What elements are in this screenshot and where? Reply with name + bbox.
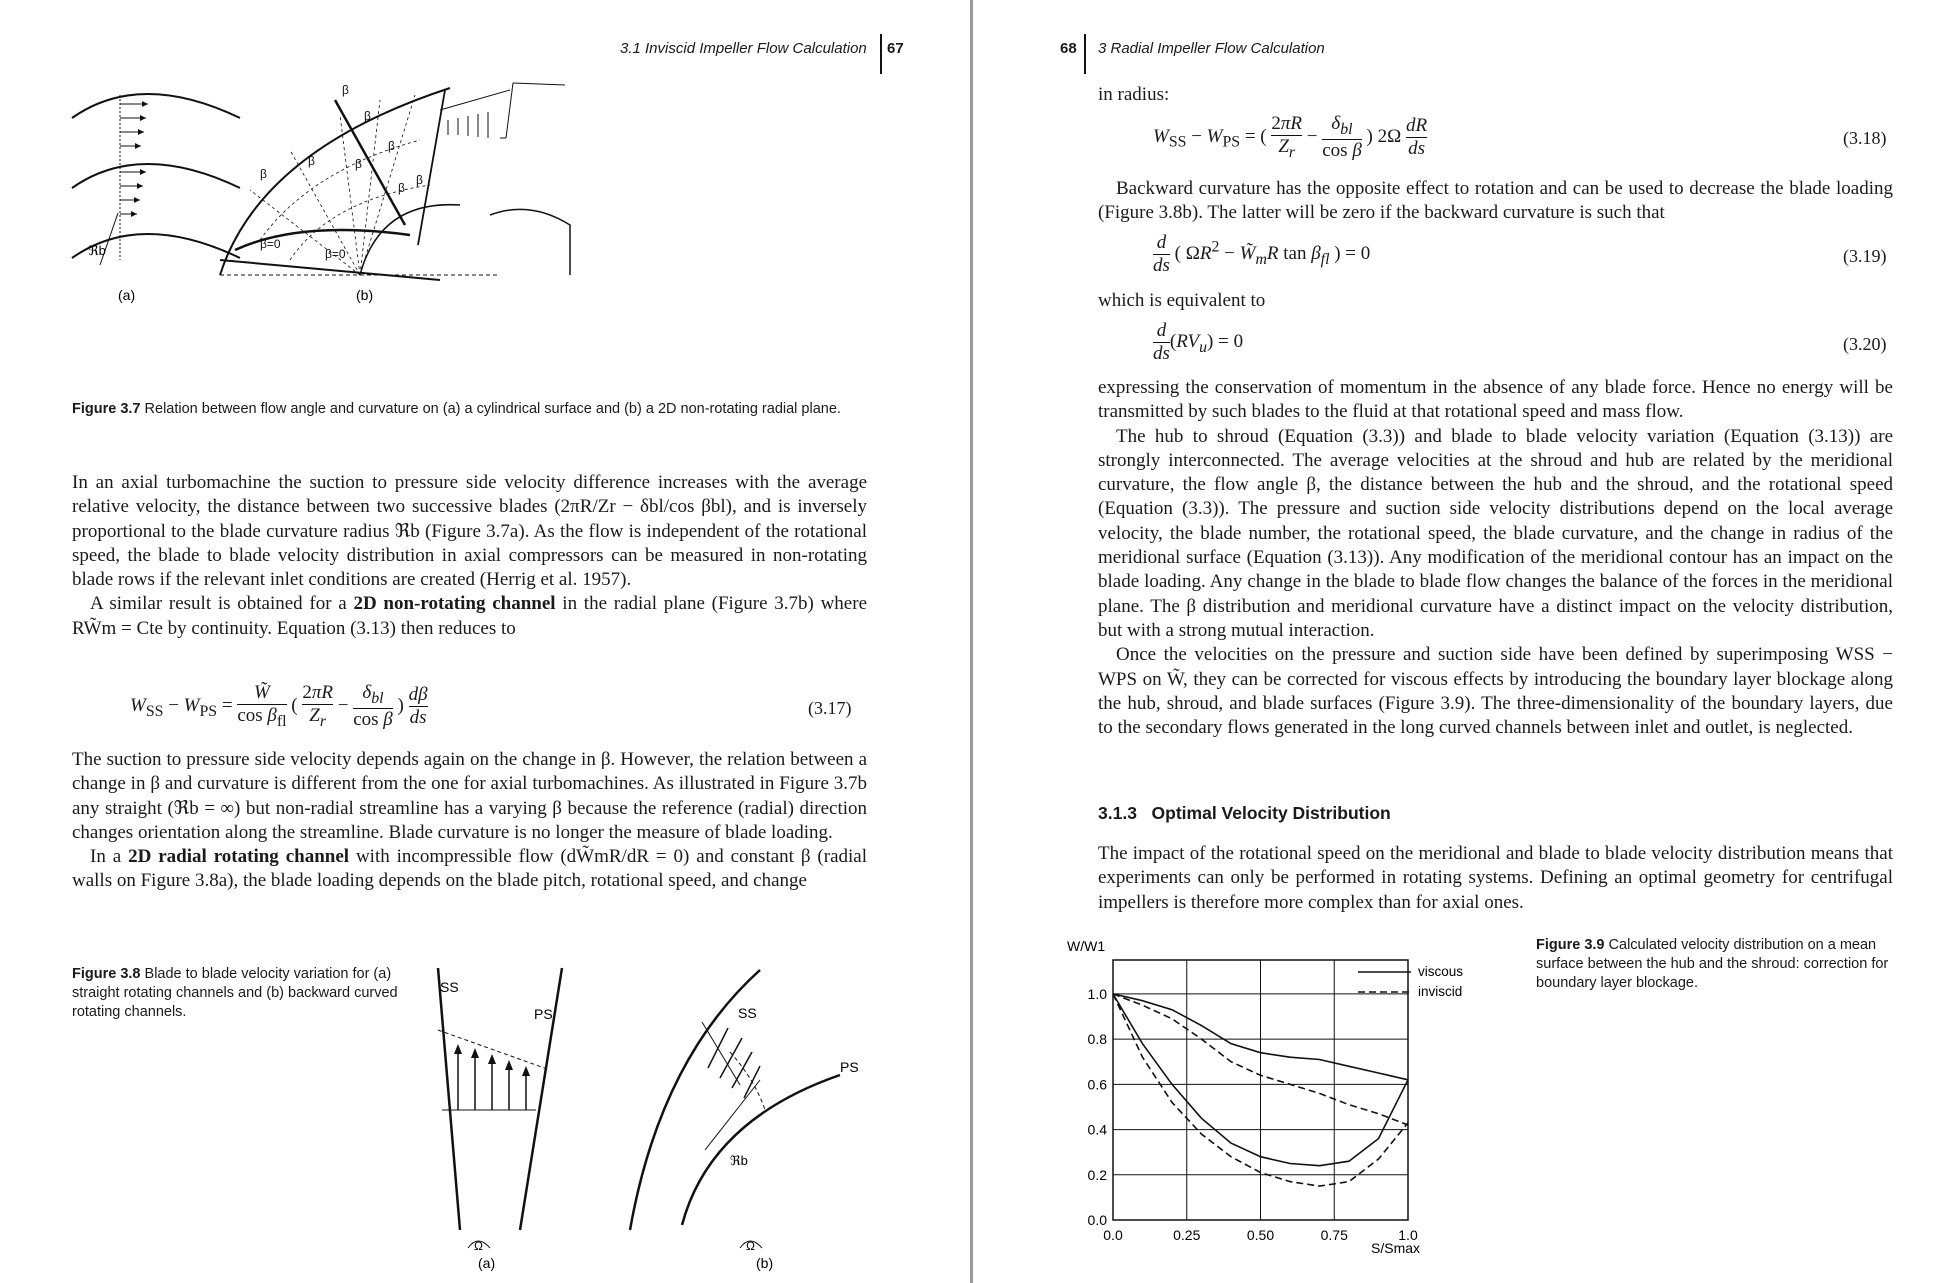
fig38-ss-label: SS	[440, 979, 459, 995]
figure-3-7-caption	[72, 400, 852, 419]
beta-label: β	[388, 139, 395, 153]
y-tick-label: 0.4	[1087, 1121, 1107, 1138]
beta0-label: β=0	[260, 237, 281, 251]
fig38-ps-label: PS	[840, 1059, 859, 1075]
beta0-label: β=0	[325, 247, 346, 261]
paragraph	[72, 592, 867, 641]
chart-ylabel: W/W1	[1067, 938, 1106, 954]
left-body-block-1	[72, 471, 867, 641]
x-tick-label: 0.50	[1246, 1227, 1275, 1243]
legend-label: inviscid	[1418, 984, 1463, 999]
beta-label: β	[355, 157, 362, 171]
equation-3-18: $W_{SS} - W_{PS}$ = ( $\frac{2\pi R}{Z_r}$ − $\delta_{bl}$ cos β ) 2Ω $\frac{dR}{ds}$	[1153, 113, 1428, 161]
beta-label: β	[342, 83, 349, 97]
left-page	[0, 0, 970, 1283]
section-number: 3.1.3	[1098, 803, 1137, 823]
paragraph: The impact of the rotational speed on the meridional and blade to blade velocity distribution means that experiments can only be performed in rotating systems. Defining an optimal geometry for centrifugal impellers is therefore more complex than for axial ones.	[1098, 843, 1893, 913]
running-head: 3.1 Inviscid Impeller Flow Calculation	[620, 40, 867, 57]
x-tick-label: 0.25	[1173, 1227, 1201, 1243]
chart-ticks	[1088, 986, 1418, 1243]
right-body-block	[1098, 376, 1893, 740]
fig38-omega-label: Ω	[746, 1239, 755, 1253]
text-run: A similar result is obtained for a	[90, 593, 354, 615]
y-tick-label: 0.8	[1087, 1031, 1107, 1048]
text-run: In a	[90, 846, 129, 868]
caption-label: Figure 3.8	[72, 966, 141, 982]
x-tick-label: 0.75	[1320, 1227, 1348, 1243]
figure-3-7	[60, 80, 660, 380]
page-number: 68	[1060, 40, 1077, 57]
equation-number: (3.19)	[1843, 246, 1887, 266]
caption-label: Figure 3.7	[72, 401, 141, 417]
fig38-ps-label: PS	[534, 1006, 553, 1022]
equation-number: (3.20)	[1843, 334, 1887, 354]
beta-label: β	[364, 109, 371, 123]
figure-3-8-caption	[72, 965, 422, 1022]
equation-3-20: $\frac{d}{ds}$ $(RV_u) = 0$	[1153, 320, 1244, 364]
beta-label: β	[398, 181, 405, 195]
equation-number: (3.18)	[1843, 128, 1887, 148]
fig37-label-b: (b)	[356, 287, 374, 303]
fig37-label-a: (a)	[118, 287, 136, 303]
paragraph: Once the velocities on the pressure and suction side have been defined by superimposing WSS − WPS on W̃, they can be corrected for viscous effects by introducing the boundary layer blockage along the hub, shroud, and blade surfaces (Figure 3.9). The three-dimensionality of the boundary layers, due to the secondary flows generated in the long curved channels between inlet and outlet, is neglected.	[1098, 644, 1893, 739]
fig38-rb-label: ℜb	[730, 1153, 748, 1168]
fig38-label-b: (b)	[756, 1255, 774, 1271]
text-run: with incompressible flow (dW̃mR/dR = 0) and constant β (radial walls on Figure 3.8a), the blade loading depends on the blade pitch, rotational speed, and change	[72, 846, 867, 892]
caption-text: Calculated velocity distribution on a mean surface between the hub and the shroud: correction for boundary layer blockage.	[1536, 937, 1889, 991]
page-number: 67	[887, 40, 904, 57]
figure-3-9-caption	[1536, 936, 1896, 993]
paragraph: Backward curvature has the opposite effect to rotation and can be used to decrease the blade loading (Figure 3.8b). The latter will be zero if the backward curvature is such that	[1098, 178, 1893, 224]
y-tick-label: 0.2	[1087, 1166, 1107, 1183]
fig38-label-a: (a)	[478, 1255, 496, 1271]
equation-3-17: $W_{SS} - W_{PS}$ = W̃ $\cos \beta_{fl}$ ( $\frac{2\pi R}{Z_r}$ − $\delta_{bl}$ cos β ) $\frac{d\beta}{ds}$	[130, 682, 428, 730]
section-heading	[1098, 803, 1391, 824]
beta-label: β	[308, 154, 315, 168]
figure-3-7a-diagram	[72, 94, 240, 265]
legend-label: viscous	[1418, 964, 1464, 979]
text-run: in the radial plane (Figure 3.7b) where RW̃m = Cte by continuity. Equation (3.13) then reduces to	[72, 593, 868, 639]
text-line: which is equivalent to	[1098, 290, 1266, 311]
paragraph: In an axial turbomachine the suction to pressure side velocity difference increases with the average relative velocity, the distance between two successive blades (2πR/Zr − δbl/cos βbl), and is inversely proportional to the blade curvature radius ℜb (Figure 3.7a). As the flow is independent of the rotational speed, the blade to blade velocity distribution in axial compressors can be measured in non-rotating blade rows if the relevant inlet conditions are created (Herrig et al. 1957).	[72, 472, 867, 591]
paragraph	[72, 845, 867, 894]
paragraph: The suction to pressure side velocity depends again on the change in β. However, the relation between a change in β and curvature is different from the one for axial turbomachines. As illustrated in Figure 3.7b any straight (ℜb = ∞) but non-radial streamline has a varying β because the reference (radial) direction changes orientation along the streamline. Blade curvature is no longer the measure of blade loading.	[72, 749, 867, 843]
y-tick-label: 0.0	[1087, 1212, 1107, 1228]
x-tick-label: 0.0	[1103, 1227, 1123, 1243]
bold-term: 2D non-rotating channel	[353, 593, 556, 615]
caption-label: Figure 3.9	[1536, 937, 1605, 953]
header-rule	[880, 34, 882, 74]
equation-number: (3.17)	[808, 698, 852, 718]
caption-text: Blade to blade velocity variation for (a) straight rotating channels and (b) backward curved rotating channels.	[72, 966, 398, 1020]
caption-text: Relation between flow angle and curvature on (a) a cylindrical surface and (b) a 2D non-rotating radial plane.	[140, 401, 841, 417]
paragraph: expressing the conservation of momentum in the absence of any blade force. Hence no energy will be transmitted by such blades to the fluid at that rotational speed and mass flow.	[1098, 377, 1893, 423]
running-head: 3 Radial Impeller Flow Calculation	[1098, 40, 1325, 57]
header-rule	[1084, 34, 1086, 74]
equation-3-19: $\frac{d}{ds}$ ( $\Omega R^2$ − $W̃_mR$ $\tan \beta_{fl}$ ) = 0	[1153, 232, 1371, 276]
beta-label: β	[416, 173, 423, 187]
fig38-omega-label: Ω	[474, 1239, 483, 1253]
y-tick-label: 0.6	[1087, 1076, 1107, 1093]
y-tick-label: 1.0	[1087, 985, 1107, 1002]
fig38-ss-label: SS	[738, 1005, 757, 1021]
fig37-rb-label: ℜb	[88, 243, 106, 258]
left-body-block-2	[72, 748, 867, 894]
right-page	[973, 0, 1941, 1283]
x-tick-label: 1.0	[1398, 1227, 1418, 1243]
text-line: in radius:	[1098, 84, 1170, 105]
figure-3-8b-diagram	[630, 970, 840, 1248]
section-title: Optimal Velocity Distribution	[1151, 803, 1391, 823]
bold-term: 2D radial rotating channel	[128, 846, 350, 868]
chart-grid	[1113, 960, 1408, 1220]
figure-3-8	[420, 960, 890, 1280]
beta-label: β	[260, 167, 267, 181]
chart-xlabel: S/Smax	[1371, 1240, 1421, 1256]
figure-3-9-chart	[1063, 935, 1483, 1275]
paragraph: The hub to shroud (Equation (3.3)) and blade to blade velocity variation (Equation (3.13)) are strongly interconnected. The average velocities at the shroud and hub are related by the meridional curvature, the flow angle β, the distance between the hub and the shroud, and the rotational speed (Equation (3.3)). The pressure and suction side velocity distributions depend on the local average velocity, the blade number, the rotational speed, the blade curvature, and the change in radius of the meridional surface (Equation (3.13)). Any modification of the meridional contour has an impact on the blade loading. Any change in the blade to blade flow changes the balance of the forces in the meridional plane. The β distribution and meridional curvature have a distinct impact on the velocity distribution, but with a strong mutual interaction.	[1098, 425, 1893, 641]
